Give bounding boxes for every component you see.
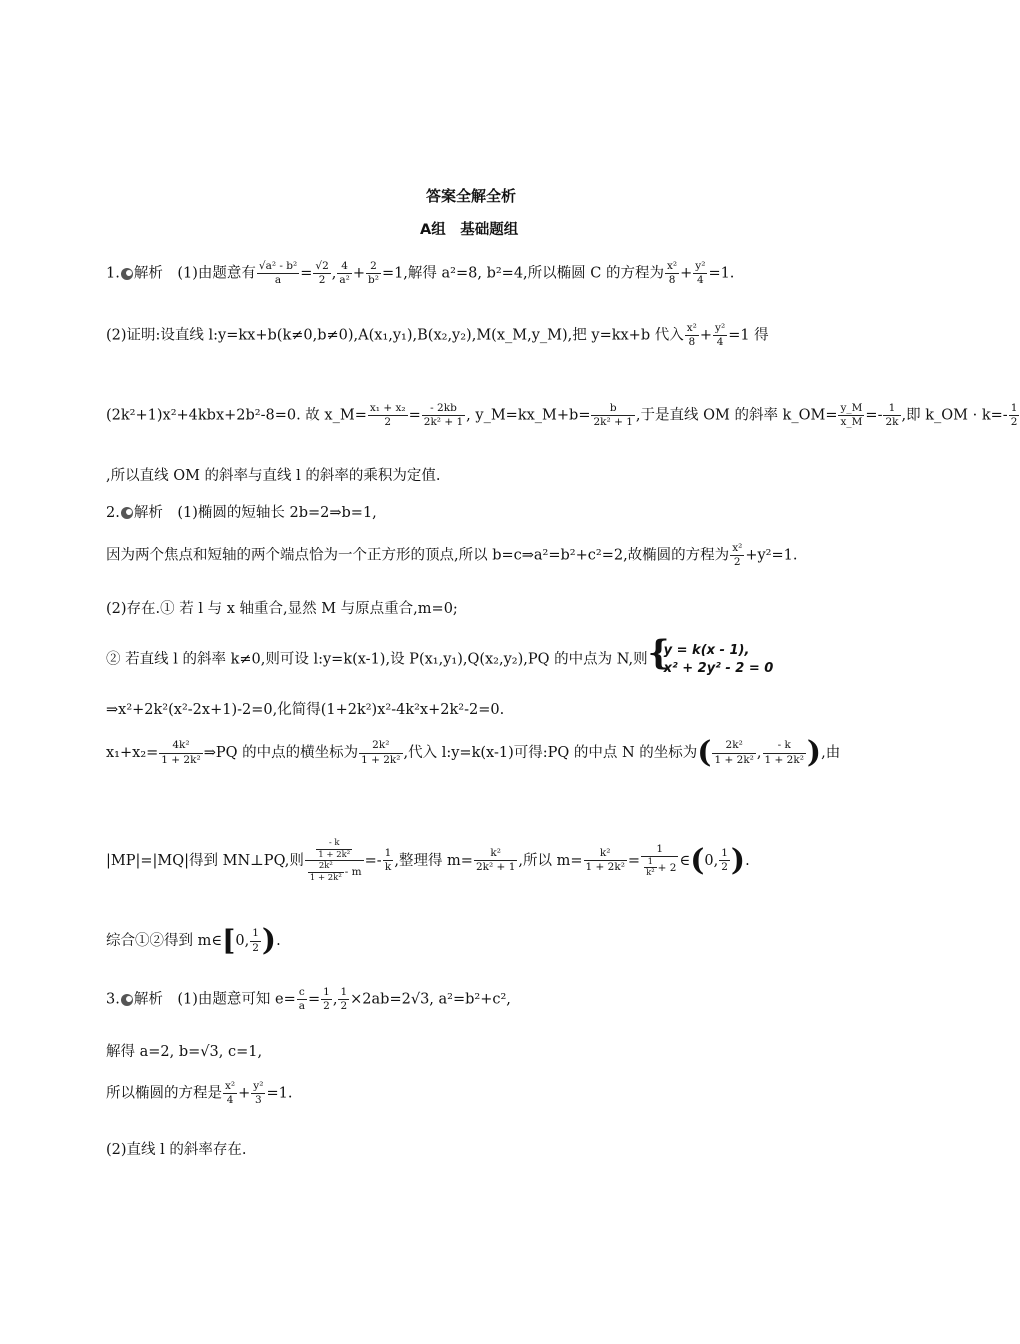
left-paren-icon: ( bbox=[697, 735, 712, 770]
q2-line7 bbox=[106, 838, 750, 884]
denominator: 1 + 2k² bbox=[764, 753, 804, 766]
brace-icon: { bbox=[647, 633, 670, 673]
fraction bbox=[713, 322, 727, 349]
numerator: x² bbox=[730, 542, 744, 556]
numerator: k² bbox=[474, 847, 517, 861]
q1-line4: ,所以直线 OM 的斜率与直线 l 的斜率的乘积为定值. bbox=[106, 468, 441, 484]
numerator: √a² - b² bbox=[257, 260, 299, 274]
numerator: 4 bbox=[337, 260, 351, 274]
denominator: 1 + 2k² bbox=[361, 753, 401, 766]
numerator: 1 bbox=[383, 847, 394, 861]
q1-text: ,即 k_OM · k=- bbox=[901, 407, 1008, 424]
q1-text: ,于是直线 OM 的斜率 k_OM= bbox=[635, 407, 838, 424]
fraction bbox=[338, 986, 349, 1013]
numerator: 1 bbox=[641, 843, 678, 857]
q1-text: (2k²+1)x²+4kbx+2b²-8=0. 故 x_M= bbox=[106, 407, 367, 424]
q2-text: ⇒PQ 的中点的横坐标为 bbox=[203, 745, 359, 761]
complex-fraction bbox=[305, 838, 364, 884]
left-bracket-icon: [ bbox=[222, 924, 236, 957]
q2-text: x₁+x₂= bbox=[106, 745, 159, 761]
q3-text: , bbox=[332, 991, 338, 1008]
fraction bbox=[297, 986, 307, 1013]
page-title: 答案全解全析 bbox=[426, 187, 517, 205]
q3-line1 bbox=[106, 986, 511, 1013]
numerator: y² bbox=[251, 1080, 265, 1094]
q1-line1: 1. 解析 (1)由题意有 $\frac{\text{√a² - b²}}{a}$ = $\frac{√2}{2}$ , $\frac{4}{\text{a²}}$ + $\frac{2}{\text{b²}}$ =1,解得 a²=8, b²=4,所以椭圆 C 的方程为 $\frac{\text{x²}}{8}$ + $\frac{\text{y²}}{4}$ =1. bbox=[106, 260, 735, 287]
denominator: 2 bbox=[323, 1000, 330, 1013]
equation-system bbox=[647, 633, 774, 677]
right-paren-icon: ) bbox=[806, 735, 822, 770]
fraction bbox=[584, 847, 627, 874]
denominator: 1 + 2k² bbox=[585, 861, 625, 874]
q2-text: +y²=1. bbox=[745, 547, 798, 564]
q2-text: . bbox=[276, 933, 281, 949]
fraction bbox=[883, 402, 900, 429]
denominator: 2 bbox=[340, 1000, 348, 1013]
denominator: k bbox=[384, 861, 392, 874]
numerator: x² bbox=[223, 1080, 237, 1094]
q3-label: 解析 bbox=[133, 991, 163, 1008]
q2-text: - m bbox=[344, 866, 362, 879]
numerator: 1 bbox=[883, 402, 900, 416]
denominator: 3 bbox=[255, 1094, 262, 1107]
q1-number: 1. bbox=[106, 265, 120, 282]
denominator bbox=[641, 857, 678, 879]
section-heading: A组 基础题组 bbox=[420, 222, 519, 238]
denominator: a bbox=[298, 1000, 305, 1013]
numerator: 2k² bbox=[308, 861, 344, 873]
denominator: 1 + 2k² bbox=[309, 872, 342, 883]
fraction bbox=[719, 847, 730, 874]
denominator: 2k² + 1 bbox=[475, 861, 516, 874]
analysis-icon bbox=[121, 268, 133, 280]
q3-text: , a²=b²+c², bbox=[429, 991, 511, 1008]
fraction bbox=[644, 857, 657, 879]
fraction bbox=[685, 322, 699, 349]
fraction bbox=[1009, 402, 1020, 429]
denominator: 2k² + 1 bbox=[423, 416, 464, 429]
q2-text: 0, bbox=[235, 933, 250, 949]
denominator: 2k² + 1 bbox=[593, 416, 633, 429]
q2-text: 0, bbox=[704, 852, 719, 869]
q2-line6 bbox=[106, 735, 841, 770]
q2-text: = bbox=[627, 852, 641, 869]
q3-line4: (2)直线 l 的斜率存在. bbox=[106, 1142, 247, 1158]
q3-text: (1)由题意可知 e= bbox=[162, 991, 296, 1008]
fraction bbox=[313, 260, 330, 287]
numerator: √2 bbox=[313, 260, 330, 274]
fraction bbox=[730, 542, 744, 569]
q1-text: (1)由题意有 bbox=[162, 265, 256, 282]
q2-text: ,整理得 m= bbox=[394, 852, 473, 869]
q1-text: = bbox=[300, 265, 313, 282]
q1-line2: (2)证明:设直线 l:y=kx+b(k≠0,b≠0),A(x₁,y₁),B(x₂,y₂),M(x_M,y_M),把 y=kx+b 代入 $\frac{\text{x²}}{8}$ + $\frac{\text{y²}}{4}$ =1 得 bbox=[106, 322, 769, 349]
q2-line5: ⇒x²+2k²(x²-2x+1)-2=0,化简得(1+2k²)x²-4k²x+2k²-2=0. bbox=[106, 702, 505, 718]
denominator: 8 bbox=[688, 336, 696, 349]
fraction bbox=[474, 847, 517, 874]
denominator: 2 bbox=[721, 861, 728, 874]
q2-text: ∈ bbox=[679, 852, 691, 869]
q2-text: , bbox=[756, 745, 762, 761]
q3-text: √3 bbox=[410, 991, 430, 1008]
fraction bbox=[591, 402, 634, 429]
denominator: 1 + 2k² bbox=[714, 753, 754, 766]
left-paren-icon: ( bbox=[690, 842, 705, 878]
denominator: 2k bbox=[885, 416, 899, 429]
denominator: a bbox=[274, 274, 282, 287]
denominator: 8 bbox=[668, 274, 676, 287]
q1-label: 解析 bbox=[133, 265, 163, 282]
analysis-icon bbox=[121, 994, 133, 1006]
q1-text: , bbox=[331, 265, 337, 282]
numerator: k² bbox=[584, 847, 627, 861]
numerator: 1 bbox=[644, 857, 657, 869]
q2-line1 bbox=[106, 505, 377, 522]
right-paren-icon: ) bbox=[730, 842, 746, 878]
q2-text: ,由 bbox=[821, 745, 841, 761]
numerator: - k bbox=[316, 838, 352, 850]
numerator: x² bbox=[685, 322, 699, 336]
denominator: x_M bbox=[840, 416, 863, 429]
q3-text: + bbox=[238, 1085, 251, 1102]
q3-text: ×2ab=2 bbox=[350, 991, 411, 1008]
q2-text: |MP|=|MQ|得到 MN⊥PQ,则 bbox=[106, 852, 304, 869]
q1-text: (2)证明:设直线 l:y=kx+b(k≠0,b≠0),A(x₁,y₁),B(x₂,y₂),M(x_M,y_M),把 y=kx+b 代入 bbox=[106, 327, 684, 344]
fraction bbox=[359, 739, 402, 766]
numerator: - k bbox=[763, 739, 806, 753]
denominator: 4 bbox=[226, 1094, 234, 1107]
fraction bbox=[308, 861, 344, 883]
numerator: - 2kb bbox=[422, 402, 465, 416]
numerator: b bbox=[591, 402, 634, 416]
q3-line2: 解得 a=2, b=√3, c=1, bbox=[106, 1044, 263, 1060]
right-paren-icon: ) bbox=[261, 923, 277, 958]
denominator: 2 bbox=[318, 274, 326, 287]
q2-line3: (2)存在.① 若 l 与 x 轴重合,显然 M 与原点重合,m=0; bbox=[106, 601, 458, 617]
denominator: 1 + 2k² bbox=[161, 753, 201, 766]
numerator: y² bbox=[713, 322, 727, 336]
denominator: 2 bbox=[733, 556, 741, 569]
q1-text: , y_M=kx_M+b= bbox=[466, 407, 591, 424]
denominator: b² bbox=[368, 274, 379, 287]
numerator: y_M bbox=[838, 402, 864, 416]
fraction bbox=[712, 739, 755, 766]
numerator bbox=[305, 838, 364, 861]
fraction bbox=[693, 260, 707, 287]
q2-line2 bbox=[106, 542, 797, 569]
numerator: x₁ + x₂ bbox=[368, 402, 408, 416]
q2-text: . bbox=[745, 852, 750, 869]
denominator: k² bbox=[646, 868, 655, 879]
fraction bbox=[257, 260, 299, 287]
fraction bbox=[366, 260, 381, 287]
fraction bbox=[337, 260, 351, 287]
q2-text: ,代入 l:y=k(x-1)可得:PQ 的中点 N 的坐标为 bbox=[403, 745, 698, 761]
numerator: y² bbox=[693, 260, 707, 274]
q3-text: =1. bbox=[266, 1085, 293, 1102]
fraction bbox=[665, 260, 679, 287]
q1-text: =1,解得 a²=8, b²=4,所以椭圆 C 的方程为 bbox=[381, 265, 664, 282]
fraction bbox=[321, 986, 332, 1013]
denominator: 1 + 2k² bbox=[318, 849, 351, 860]
q2-line8 bbox=[106, 923, 281, 958]
denominator bbox=[305, 861, 364, 883]
q1-text: =- bbox=[865, 407, 883, 424]
q2-text: ,所以 m= bbox=[518, 852, 583, 869]
numerator: 1 bbox=[1009, 402, 1020, 416]
numerator: 1 bbox=[719, 847, 730, 861]
fraction bbox=[422, 402, 465, 429]
fraction bbox=[251, 1080, 265, 1107]
complex-fraction bbox=[641, 843, 678, 879]
numerator: 1 bbox=[321, 986, 332, 1000]
q2-text: =- bbox=[364, 852, 382, 869]
q1-text: + bbox=[352, 265, 365, 282]
fraction bbox=[368, 402, 408, 429]
q3-text: 所以椭圆的方程是 bbox=[106, 1085, 222, 1102]
numerator: c bbox=[297, 986, 307, 1000]
equation-row: x² + 2y² - 2 = 0 bbox=[663, 660, 774, 676]
numerator: 2k² bbox=[359, 739, 402, 753]
q3-number: 3. bbox=[106, 991, 120, 1008]
q2-text: 综合①②得到 m∈ bbox=[106, 933, 223, 949]
q2-line4 bbox=[106, 633, 774, 677]
denominator: a² bbox=[339, 274, 350, 287]
q3-line3 bbox=[106, 1080, 292, 1107]
q2-text: 因为两个焦点和短轴的两个端点恰为一个正方形的顶点,所以 b=c⇒a²=b²+c²=2,故椭圆的方程为 bbox=[106, 547, 730, 564]
fraction bbox=[838, 402, 864, 429]
q3-text: = bbox=[308, 991, 321, 1008]
numerator: 4k² bbox=[159, 739, 202, 753]
denominator: 2 bbox=[1010, 416, 1018, 429]
q2-number: 2. bbox=[106, 505, 120, 521]
numerator: 2k² bbox=[712, 739, 755, 753]
q1-text: =1. bbox=[708, 265, 735, 282]
q2-text: + 2 bbox=[657, 861, 677, 874]
fraction bbox=[383, 847, 394, 874]
equation-row: y = k(x - 1), bbox=[663, 643, 750, 658]
q2-text: ② 若直线 l 的斜率 k≠0,则可设 l:y=k(x-1),设 P(x₁,y₁),Q(x₂,y₂),PQ 的中点为 N,则 bbox=[106, 651, 648, 668]
q2-label: 解析 bbox=[133, 505, 163, 521]
numerator: x² bbox=[665, 260, 679, 274]
q2-text: (1)椭圆的短轴长 2b=2⇒b=1, bbox=[162, 505, 377, 521]
numerator: 2 bbox=[366, 260, 381, 274]
denominator: 2 bbox=[252, 941, 259, 954]
q1-text: = bbox=[408, 407, 421, 424]
fraction bbox=[223, 1080, 237, 1107]
denominator: 2 bbox=[384, 416, 392, 429]
fraction bbox=[763, 739, 806, 766]
denominator: 4 bbox=[697, 274, 704, 287]
numerator: 1 bbox=[250, 927, 261, 941]
fraction bbox=[159, 739, 202, 766]
analysis-icon bbox=[121, 507, 133, 519]
q1-text: =1 得 bbox=[728, 327, 769, 344]
denominator: 4 bbox=[716, 336, 724, 349]
numerator: 1 bbox=[338, 986, 349, 1000]
q1-line3 bbox=[106, 402, 1020, 429]
fraction bbox=[316, 838, 352, 860]
fraction bbox=[250, 927, 261, 954]
